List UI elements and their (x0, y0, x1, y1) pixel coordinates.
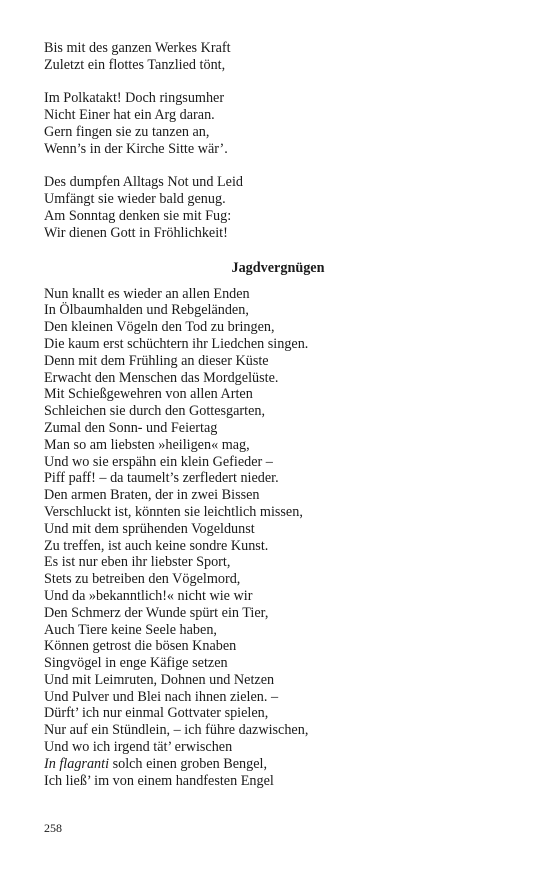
verse-line: Stets zu betreiben den Vögelmord, (44, 571, 241, 588)
verse-line: Wenn’s in der Kirche Sitte wär’. (44, 140, 228, 157)
verse-line: Und Pulver und Blei nach ihnen zielen. – (44, 688, 279, 705)
verse-line: Und da »bekanntlich!« nicht wie wir (44, 587, 253, 604)
verse-line: Piff paff! – da taumelt’s zerfledert nieder. (44, 470, 279, 487)
verse-line: Die kaum erst schüchtern ihr Liedchen singen. (44, 335, 309, 352)
verse-line: Auch Tiere keine Seele haben, (44, 621, 217, 638)
verse-line: Im Polkatakt! Doch ringsumher (44, 90, 225, 107)
verse-line: Des dumpfen Alltags Not und Leid (44, 174, 243, 191)
verse-line: Bis mit des ganzen Werkes Kraft (44, 40, 231, 56)
verse-line: Gern fingen sie zu tanzen an, (44, 123, 210, 140)
verse-line: Den kleinen Vögeln den Tod zu bringen, (44, 319, 275, 336)
poem-title: Jagdvergnügen (231, 259, 325, 276)
verse-line: Ich ließ’ im von einem handfesten Engel (44, 772, 274, 789)
verse-line: Nur auf ein Stündlein, – ich führe dazwischen, (44, 722, 309, 739)
verse-line-italic (44, 756, 510, 773)
stanza (44, 174, 510, 241)
verse-line: Denn mit dem Frühling an dieser Küste (44, 352, 269, 369)
page-number: 258 (44, 821, 62, 835)
italic-phrase: In flagranti (44, 755, 110, 772)
verse-line: Es ist nur eben ihr liebster Sport, (44, 554, 231, 571)
verse-line: Dürft’ ich nur einmal Gottvater spielen, (44, 705, 269, 722)
verse-line: Und mit dem sprühenden Vogeldunst (44, 520, 255, 537)
verse-line: Singvögel in enge Käfige setzen (44, 655, 228, 672)
verse-line: Umfängt sie wieder bald genug. (44, 191, 226, 208)
verse-line: Mit Schießgewehren von allen Arten (44, 386, 253, 403)
stanza (44, 40, 510, 74)
verse-line: Wir dienen Gott in Fröhlichkeit! (44, 224, 228, 241)
stanza-gap (44, 158, 510, 175)
verse-line: Den Schmerz der Wunde spürt ein Tier, (44, 604, 269, 621)
verse-line: Können getrost die bösen Knaben (44, 638, 237, 655)
verse-line: Und wo ich irgend tät’ erwischen (44, 739, 233, 756)
verse-line: Verschluckt ist, könnten sie leichtlich missen, (44, 503, 303, 520)
verse-line: Den armen Braten, der in zwei Bissen (44, 487, 260, 504)
verse-line: Zumal den Sonn- und Feiertag (44, 419, 218, 436)
book-page (44, 40, 510, 789)
verse-line: In Ölbaumhalden und Rebgeländen, (44, 302, 249, 319)
verse-line: Am Sonntag denken sie mit Fug: (44, 207, 232, 224)
verse-line: Und wo sie erspähn ein klein Gefieder – (44, 453, 273, 470)
verse-line: Schleichen sie durch den Gottesgarten, (44, 403, 266, 420)
stanza-gap (44, 74, 510, 91)
verse-line: Man so am liebsten »heiligen« mag, (44, 436, 250, 453)
verse-line: Nun knallt es wieder an allen Enden (44, 285, 250, 302)
verse-line: Zu treffen, ist auch keine sondre Kunst. (44, 537, 269, 554)
verse-line: Zuletzt ein flottes Tanzlied tönt, (44, 56, 226, 73)
poem-body (44, 286, 510, 790)
verse-line: Nicht Einer hat ein Arg daran. (44, 107, 215, 124)
verse-line-rest: solch einen groben Bengel, (109, 755, 268, 772)
stanza (44, 90, 510, 157)
verse-line: Erwacht den Menschen das Mordgelüste. (44, 369, 279, 386)
verse-line: Und mit Leimruten, Dohnen und Netzen (44, 671, 275, 688)
